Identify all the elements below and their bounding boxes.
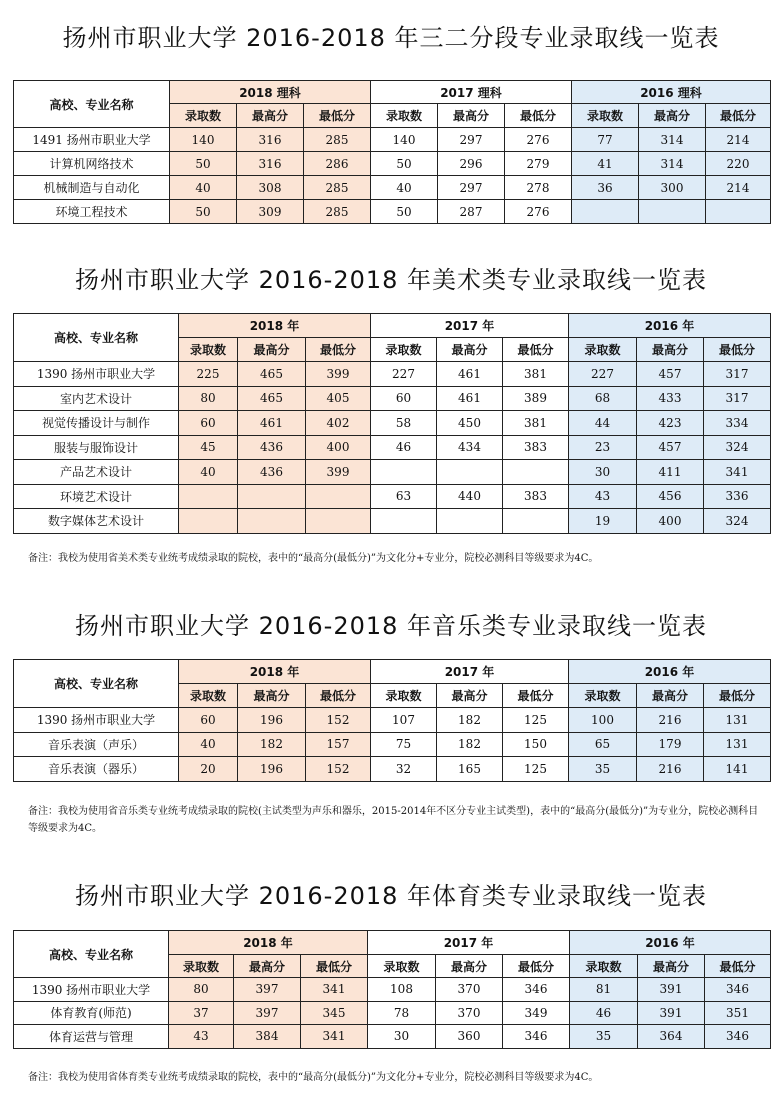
year-2018-header: 2018 理科: [170, 81, 371, 104]
score-cell: 381: [503, 362, 569, 387]
score-cell: 381: [503, 411, 569, 436]
score-cell: 157: [306, 732, 371, 757]
col-max-score: 最高分: [237, 104, 304, 128]
score-cell: 182: [437, 732, 503, 757]
year-2017-header: 2017 年: [368, 931, 570, 955]
score-cell: 400: [306, 435, 371, 460]
table-row: [14, 128, 771, 152]
score-cell: 341: [301, 978, 368, 1002]
score-cell: 370: [436, 978, 503, 1002]
score-cell: 60: [371, 386, 437, 411]
col-admitted: 录取数: [368, 955, 436, 978]
table-row: [14, 757, 771, 782]
score-cell: 50: [371, 200, 438, 224]
table1-title: 扬州市职业大学 2016-2018 年三二分段专业录取线一览表: [62, 24, 720, 52]
score-cell: 383: [503, 435, 569, 460]
table-row: [14, 732, 771, 757]
score-cell: 450: [437, 411, 503, 436]
score-cell: 125: [503, 708, 569, 733]
col-max-score: 最高分: [238, 684, 306, 708]
score-cell: 297: [438, 176, 505, 200]
score-cell: 131: [704, 732, 771, 757]
table-art: [13, 313, 771, 534]
year-2017-header: 2017 年: [371, 314, 569, 338]
col-max-score: 最高分: [437, 684, 503, 708]
col-min-score: 最低分: [306, 338, 371, 362]
score-cell: 36: [572, 176, 639, 200]
score-cell: 40: [179, 460, 238, 485]
table-row: [14, 509, 771, 534]
score-cell: 434: [437, 435, 503, 460]
score-cell: 345: [301, 1001, 368, 1025]
table3-note: 备注：我校为使用省音乐类专业统考成绩录取的院校(主试类型为声乐和器乐，2015-2014年不区分专业主试类型)，表中的“最高分(最低分)”为专业分，院校必测科目等级要求为4C。: [28, 806, 759, 834]
score-cell: 40: [170, 176, 237, 200]
score-cell: 60: [179, 708, 238, 733]
col-min-score: 最低分: [301, 955, 368, 978]
col-max-score: 最高分: [234, 955, 301, 978]
score-cell: 364: [638, 1025, 705, 1049]
year-2016-header: 2016 理科: [572, 81, 771, 104]
score-cell: 314: [639, 152, 706, 176]
year-2016-header: 2016 年: [569, 660, 771, 684]
major-name-cell: 音乐表演（声乐）: [14, 732, 179, 757]
col-admitted: 录取数: [569, 684, 637, 708]
major-name-cell: 1491 扬州市职业大学: [14, 128, 170, 152]
score-cell: [639, 200, 706, 224]
score-cell: 45: [179, 435, 238, 460]
score-cell: 336: [704, 484, 771, 509]
score-cell: 391: [638, 978, 705, 1002]
major-name-cell: 机械制造与自动化: [14, 176, 170, 200]
year-2018-header: 2018 年: [169, 931, 368, 955]
score-cell: 341: [704, 460, 771, 485]
score-cell: 165: [437, 757, 503, 782]
score-cell: 349: [503, 1001, 570, 1025]
score-cell: 384: [234, 1025, 301, 1049]
major-name-cell: 体育运营与管理: [14, 1025, 169, 1049]
score-cell: 433: [637, 386, 704, 411]
score-cell: 125: [503, 757, 569, 782]
score-cell: [706, 200, 771, 224]
table-row: [14, 484, 771, 509]
score-cell: [238, 509, 306, 534]
score-cell: 440: [437, 484, 503, 509]
score-cell: 309: [237, 200, 304, 224]
score-cell: 63: [371, 484, 437, 509]
score-cell: 216: [637, 708, 704, 733]
score-cell: 286: [304, 152, 371, 176]
score-cell: 107: [371, 708, 437, 733]
score-cell: [306, 484, 371, 509]
score-cell: 220: [706, 152, 771, 176]
table4-title: 扬州市职业大学 2016-2018 年体育类专业录取线一览表: [74, 882, 708, 910]
table-row: [14, 200, 771, 224]
year-2017-header: 2017 年: [371, 660, 569, 684]
table-row: [14, 1025, 771, 1049]
score-cell: 50: [170, 200, 237, 224]
score-cell: 370: [436, 1001, 503, 1025]
score-cell: 30: [368, 1025, 436, 1049]
col-max-score: 最高分: [437, 338, 503, 362]
score-cell: 316: [237, 128, 304, 152]
score-cell: 317: [704, 362, 771, 387]
table-row: [14, 386, 771, 411]
score-cell: 75: [371, 732, 437, 757]
table4-note: 备注：我校为使用省体育类专业统考成绩录取的院校，表中的“最高分(最低分)”为文化分+专业分，院校必测科目等级要求为4C。: [28, 1072, 599, 1083]
score-cell: 141: [704, 757, 771, 782]
score-cell: 405: [306, 386, 371, 411]
score-cell: 346: [705, 978, 771, 1002]
score-cell: 80: [179, 386, 238, 411]
major-name-cell: 室内艺术设计: [14, 386, 179, 411]
score-cell: 150: [503, 732, 569, 757]
col-admitted: 录取数: [170, 104, 237, 128]
score-cell: 225: [179, 362, 238, 387]
table-row: [14, 460, 771, 485]
major-name-cell: 环境工程技术: [14, 200, 170, 224]
col-min-score: 最低分: [503, 955, 570, 978]
score-cell: 182: [437, 708, 503, 733]
score-cell: [437, 509, 503, 534]
score-cell: 35: [569, 757, 637, 782]
score-cell: 196: [238, 708, 306, 733]
score-cell: 40: [371, 176, 438, 200]
col-max-score: 最高分: [637, 684, 704, 708]
score-cell: 108: [368, 978, 436, 1002]
score-cell: 50: [170, 152, 237, 176]
score-cell: [179, 484, 238, 509]
table-row: [14, 152, 771, 176]
name-column-header: 高校、专业名称: [14, 660, 179, 708]
table2-note: 备注：我校为使用省美术类专业统考成绩录取的院校，表中的“最高分(最低分)”为文化分+专业分，院校必测科目等级要求为4C。: [28, 553, 599, 564]
score-cell: 77: [572, 128, 639, 152]
col-min-score: 最低分: [503, 338, 569, 362]
score-cell: 285: [304, 176, 371, 200]
score-cell: 279: [505, 152, 572, 176]
score-cell: 196: [238, 757, 306, 782]
col-admitted: 录取数: [371, 684, 437, 708]
score-cell: 457: [637, 362, 704, 387]
table-row: [14, 411, 771, 436]
col-max-score: 最高分: [438, 104, 505, 128]
major-name-cell: 体育教育(师范): [14, 1001, 169, 1025]
score-cell: 285: [304, 200, 371, 224]
table2-title: 扬州市职业大学 2016-2018 年美术类专业录取线一览表: [74, 266, 708, 294]
score-cell: 214: [706, 128, 771, 152]
table-row: [14, 435, 771, 460]
score-cell: 402: [306, 411, 371, 436]
score-cell: 436: [238, 460, 306, 485]
col-admitted: 录取数: [570, 955, 638, 978]
col-admitted: 录取数: [179, 684, 238, 708]
col-max-score: 最高分: [637, 338, 704, 362]
score-cell: 400: [637, 509, 704, 534]
score-cell: 41: [572, 152, 639, 176]
score-cell: [179, 509, 238, 534]
major-name-cell: 产品艺术设计: [14, 460, 179, 485]
score-cell: 297: [438, 128, 505, 152]
score-cell: 65: [569, 732, 637, 757]
score-cell: 411: [637, 460, 704, 485]
major-name-cell: 环境艺术设计: [14, 484, 179, 509]
score-cell: 40: [179, 732, 238, 757]
col-min-score: 最低分: [505, 104, 572, 128]
score-cell: 46: [570, 1001, 638, 1025]
score-cell: 43: [569, 484, 637, 509]
col-min-score: 最低分: [705, 955, 771, 978]
score-cell: 80: [169, 978, 234, 1002]
score-cell: 383: [503, 484, 569, 509]
score-cell: 461: [437, 362, 503, 387]
score-cell: 152: [306, 757, 371, 782]
major-name-cell: 视觉传播设计与制作: [14, 411, 179, 436]
score-cell: 60: [179, 411, 238, 436]
col-max-score: 最高分: [639, 104, 706, 128]
score-cell: 179: [637, 732, 704, 757]
year-2016-header: 2016 年: [570, 931, 771, 955]
col-admitted: 录取数: [569, 338, 637, 362]
score-cell: 58: [371, 411, 437, 436]
score-cell: 461: [238, 411, 306, 436]
score-cell: [572, 200, 639, 224]
major-name-cell: 1390 扬州市职业大学: [14, 362, 179, 387]
score-cell: 46: [371, 435, 437, 460]
score-cell: 391: [638, 1001, 705, 1025]
score-cell: 50: [371, 152, 438, 176]
table-music: [13, 659, 771, 782]
score-cell: 397: [234, 978, 301, 1002]
score-cell: 100: [569, 708, 637, 733]
name-column-header: 高校、专业名称: [14, 81, 170, 128]
score-cell: 360: [436, 1025, 503, 1049]
score-cell: 216: [637, 757, 704, 782]
col-min-score: 最低分: [704, 338, 771, 362]
score-cell: 397: [234, 1001, 301, 1025]
col-admitted: 录取数: [371, 104, 438, 128]
score-cell: 334: [704, 411, 771, 436]
major-name-cell: 计算机网络技术: [14, 152, 170, 176]
score-cell: 423: [637, 411, 704, 436]
major-name-cell: 1390 扬州市职业大学: [14, 978, 169, 1002]
score-cell: 81: [570, 978, 638, 1002]
score-cell: 20: [179, 757, 238, 782]
score-cell: 389: [503, 386, 569, 411]
score-cell: 44: [569, 411, 637, 436]
table-sports: [13, 930, 771, 1049]
score-cell: 436: [238, 435, 306, 460]
score-cell: 465: [238, 362, 306, 387]
name-column-header: 高校、专业名称: [14, 314, 179, 362]
score-cell: 227: [371, 362, 437, 387]
score-cell: 457: [637, 435, 704, 460]
score-cell: 341: [301, 1025, 368, 1049]
table-row: [14, 362, 771, 387]
col-min-score: 最低分: [706, 104, 771, 128]
score-cell: 300: [639, 176, 706, 200]
score-cell: 32: [371, 757, 437, 782]
score-cell: 314: [639, 128, 706, 152]
score-cell: 324: [704, 509, 771, 534]
score-cell: 23: [569, 435, 637, 460]
table-row: [14, 978, 771, 1002]
score-cell: 214: [706, 176, 771, 200]
major-name-cell: 1390 扬州市职业大学: [14, 708, 179, 733]
score-cell: [306, 509, 371, 534]
major-name-cell: 数字媒体艺术设计: [14, 509, 179, 534]
year-2018-header: 2018 年: [179, 314, 371, 338]
score-cell: 78: [368, 1001, 436, 1025]
table-row: [14, 1001, 771, 1025]
score-cell: 35: [570, 1025, 638, 1049]
table3-title: 扬州市职业大学 2016-2018 年音乐类专业录取线一览表: [74, 612, 708, 640]
col-max-score: 最高分: [638, 955, 705, 978]
score-cell: 19: [569, 509, 637, 534]
score-cell: [503, 509, 569, 534]
score-cell: 30: [569, 460, 637, 485]
col-admitted: 录取数: [371, 338, 437, 362]
col-max-score: 最高分: [436, 955, 503, 978]
score-cell: 461: [437, 386, 503, 411]
score-cell: 276: [505, 200, 572, 224]
table-row: [14, 708, 771, 733]
name-column-header: 高校、专业名称: [14, 931, 169, 978]
col-admitted: 录取数: [169, 955, 234, 978]
score-cell: 276: [505, 128, 572, 152]
score-cell: 43: [169, 1025, 234, 1049]
score-cell: 37: [169, 1001, 234, 1025]
score-cell: 317: [704, 386, 771, 411]
score-cell: 351: [705, 1001, 771, 1025]
score-cell: [238, 484, 306, 509]
score-cell: 296: [438, 152, 505, 176]
score-cell: 456: [637, 484, 704, 509]
score-cell: 68: [569, 386, 637, 411]
score-cell: 278: [505, 176, 572, 200]
score-cell: 140: [371, 128, 438, 152]
col-min-score: 最低分: [306, 684, 371, 708]
score-cell: 285: [304, 128, 371, 152]
table-32-segment: [13, 80, 771, 224]
year-2016-header: 2016 年: [569, 314, 771, 338]
score-cell: 346: [503, 978, 570, 1002]
major-name-cell: 音乐表演（器乐）: [14, 757, 179, 782]
score-cell: 399: [306, 460, 371, 485]
score-cell: 346: [705, 1025, 771, 1049]
score-cell: 287: [438, 200, 505, 224]
col-max-score: 最高分: [238, 338, 306, 362]
col-admitted: 录取数: [572, 104, 639, 128]
score-cell: [437, 460, 503, 485]
score-cell: 399: [306, 362, 371, 387]
score-cell: 465: [238, 386, 306, 411]
score-cell: 308: [237, 176, 304, 200]
col-min-score: 最低分: [704, 684, 771, 708]
col-admitted: 录取数: [179, 338, 238, 362]
score-cell: [371, 460, 437, 485]
score-cell: 324: [704, 435, 771, 460]
score-cell: 346: [503, 1025, 570, 1049]
col-min-score: 最低分: [304, 104, 371, 128]
score-cell: 140: [170, 128, 237, 152]
year-2018-header: 2018 年: [179, 660, 371, 684]
major-name-cell: 服装与服饰设计: [14, 435, 179, 460]
score-cell: [371, 509, 437, 534]
year-2017-header: 2017 理科: [371, 81, 572, 104]
score-cell: 152: [306, 708, 371, 733]
score-cell: 131: [704, 708, 771, 733]
score-cell: 182: [238, 732, 306, 757]
score-cell: [503, 460, 569, 485]
table-row: [14, 176, 771, 200]
score-cell: 316: [237, 152, 304, 176]
score-cell: 227: [569, 362, 637, 387]
col-min-score: 最低分: [503, 684, 569, 708]
